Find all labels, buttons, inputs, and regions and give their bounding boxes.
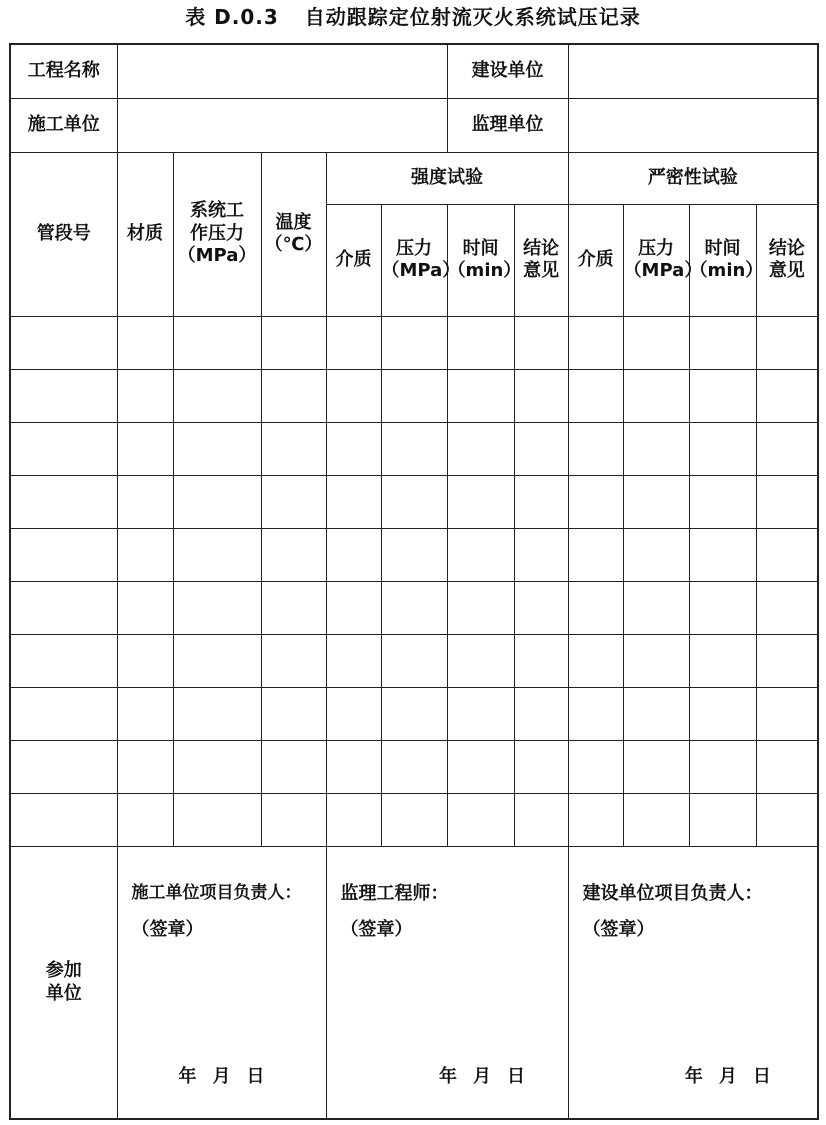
owner-date bbox=[569, 1066, 818, 1089]
month-label: 月 bbox=[718, 1065, 737, 1087]
table-cell[interactable] bbox=[10, 422, 117, 475]
tightness-conclusion-line1: 结论 bbox=[768, 237, 805, 259]
col-material: 材质 bbox=[117, 152, 173, 316]
col-temperature bbox=[261, 152, 326, 316]
table-cell[interactable] bbox=[326, 794, 381, 847]
table-cell[interactable] bbox=[173, 581, 261, 634]
strength-time-label: 时间 bbox=[462, 237, 499, 259]
table-cell[interactable] bbox=[447, 635, 514, 688]
tightness-time bbox=[689, 204, 764, 316]
table-cell[interactable] bbox=[568, 741, 623, 794]
month-label: 月 bbox=[212, 1065, 231, 1087]
table-row bbox=[10, 794, 818, 847]
table-cell[interactable] bbox=[756, 316, 818, 369]
supervision-unit-field[interactable] bbox=[568, 98, 818, 152]
table-cell[interactable] bbox=[514, 581, 568, 634]
table-number: 表 D.0.3 bbox=[185, 5, 279, 29]
page-title bbox=[0, 0, 826, 38]
pressure-test-record-table bbox=[9, 43, 819, 1120]
table-cell[interactable] bbox=[756, 475, 818, 528]
tightness-conclusion-line2: 意见 bbox=[768, 260, 805, 282]
table-cell[interactable] bbox=[447, 741, 514, 794]
builder-field[interactable] bbox=[117, 98, 447, 152]
table-cell[interactable] bbox=[173, 422, 261, 475]
table-cell[interactable] bbox=[10, 369, 117, 422]
table-cell[interactable] bbox=[173, 741, 261, 794]
table-cell[interactable] bbox=[514, 316, 568, 369]
strength-conclusion-line1: 结论 bbox=[523, 237, 560, 259]
table-cell[interactable] bbox=[514, 422, 568, 475]
builder-seal-label: （签章） bbox=[131, 919, 204, 941]
table-cell[interactable] bbox=[326, 581, 381, 634]
col-work-pressure-unit: （MPa） bbox=[177, 245, 257, 267]
table-cell[interactable] bbox=[261, 369, 326, 422]
table-cell[interactable] bbox=[623, 369, 689, 422]
table-cell[interactable] bbox=[756, 528, 818, 581]
table-cell[interactable] bbox=[381, 794, 447, 847]
table-cell[interactable] bbox=[173, 316, 261, 369]
table-cell[interactable] bbox=[326, 369, 381, 422]
table-cell[interactable] bbox=[326, 528, 381, 581]
month-label: 月 bbox=[473, 1065, 492, 1087]
table-cell[interactable] bbox=[117, 688, 173, 741]
table-cell[interactable] bbox=[117, 794, 173, 847]
table-cell[interactable] bbox=[381, 475, 447, 528]
strength-time bbox=[447, 204, 522, 316]
builder-lead-label: 施工单位项目负责人： bbox=[131, 883, 302, 904]
table-cell[interactable] bbox=[568, 369, 623, 422]
table-cell[interactable] bbox=[173, 369, 261, 422]
table-row bbox=[10, 581, 818, 634]
col-work-pressure-line1: 系统工 bbox=[190, 200, 244, 222]
table-cell[interactable] bbox=[173, 475, 261, 528]
table-cell[interactable] bbox=[623, 635, 689, 688]
supervisor-seal-label: （签章） bbox=[340, 919, 413, 941]
table-cell[interactable] bbox=[117, 316, 173, 369]
table-cell[interactable] bbox=[756, 635, 818, 688]
table-row bbox=[10, 635, 818, 688]
table-cell[interactable] bbox=[514, 528, 568, 581]
construction-unit-field[interactable] bbox=[568, 44, 818, 98]
table-cell[interactable] bbox=[756, 422, 818, 475]
table-cell[interactable] bbox=[623, 688, 689, 741]
table-cell[interactable] bbox=[10, 635, 117, 688]
table-cell[interactable] bbox=[689, 369, 756, 422]
table-cell[interactable] bbox=[117, 581, 173, 634]
table-row bbox=[10, 316, 818, 369]
tightness-medium: 介质 bbox=[568, 204, 623, 316]
supervisor-label: 监理工程师： bbox=[340, 883, 449, 905]
owner-seal-label: （签章） bbox=[582, 919, 655, 941]
strength-conclusion bbox=[514, 204, 568, 316]
strength-pressure-unit: （MPa） bbox=[381, 260, 461, 282]
strength-medium: 介质 bbox=[326, 204, 381, 316]
col-work-pressure-line2: 作压力 bbox=[190, 222, 244, 244]
year-label: 年 bbox=[684, 1065, 703, 1087]
table-cell[interactable] bbox=[10, 475, 117, 528]
supervisor-date bbox=[327, 1066, 568, 1089]
table-cell[interactable] bbox=[326, 422, 381, 475]
table-cell[interactable] bbox=[568, 422, 623, 475]
table-cell[interactable] bbox=[326, 316, 381, 369]
table-cell[interactable] bbox=[447, 316, 514, 369]
tightness-conclusion bbox=[756, 204, 818, 316]
table-cell[interactable] bbox=[117, 369, 173, 422]
tightness-time-unit: （min） bbox=[689, 260, 764, 282]
table-cell[interactable] bbox=[381, 369, 447, 422]
project-name-label: 工程名称 bbox=[10, 44, 117, 98]
supervision-unit-label: 监理单位 bbox=[447, 98, 568, 152]
strength-conclusion-line2: 意见 bbox=[523, 260, 560, 282]
supervisor-signature-block[interactable] bbox=[326, 847, 568, 1119]
table-title: 自动跟踪定位射流灭火系统试压记录 bbox=[304, 5, 641, 29]
table-cell[interactable] bbox=[261, 688, 326, 741]
table-row bbox=[10, 475, 818, 528]
table-cell[interactable] bbox=[381, 635, 447, 688]
table-cell[interactable] bbox=[326, 475, 381, 528]
table-cell[interactable] bbox=[623, 794, 689, 847]
strength-test-group: 强度试验 bbox=[326, 152, 568, 204]
tightness-pressure bbox=[623, 204, 703, 316]
col-work-pressure bbox=[173, 152, 261, 316]
table-cell[interactable] bbox=[117, 635, 173, 688]
strength-time-unit: （min） bbox=[447, 260, 522, 282]
tightness-test-group: 严密性试验 bbox=[568, 152, 818, 204]
table-cell[interactable] bbox=[689, 316, 756, 369]
table-cell[interactable] bbox=[514, 475, 568, 528]
table-cell[interactable] bbox=[117, 528, 173, 581]
builder-label: 施工单位 bbox=[10, 98, 117, 152]
table-cell[interactable] bbox=[10, 528, 117, 581]
table-row bbox=[10, 369, 818, 422]
table-cell[interactable] bbox=[381, 316, 447, 369]
table-cell[interactable] bbox=[689, 635, 756, 688]
table-cell[interactable] bbox=[568, 475, 623, 528]
table-cell[interactable] bbox=[756, 794, 818, 847]
table-cell[interactable] bbox=[381, 688, 447, 741]
table-row bbox=[10, 422, 818, 475]
col-temperature-unit: （℃） bbox=[264, 234, 323, 256]
day-label: 日 bbox=[752, 1065, 771, 1087]
table-cell[interactable] bbox=[623, 528, 689, 581]
table-cell[interactable] bbox=[10, 581, 117, 634]
builder-signature-block[interactable] bbox=[117, 847, 326, 1119]
table-cell[interactable] bbox=[514, 688, 568, 741]
table-cell[interactable] bbox=[261, 422, 326, 475]
table-cell[interactable] bbox=[447, 688, 514, 741]
table-row bbox=[10, 741, 818, 794]
table-cell[interactable] bbox=[10, 794, 117, 847]
table-cell[interactable] bbox=[10, 316, 117, 369]
tightness-time-label: 时间 bbox=[704, 237, 741, 259]
table-cell[interactable] bbox=[689, 741, 756, 794]
col-segment: 管段号 bbox=[10, 152, 117, 316]
table-cell[interactable] bbox=[514, 369, 568, 422]
table-cell[interactable] bbox=[623, 741, 689, 794]
table-cell[interactable] bbox=[623, 581, 689, 634]
table-cell[interactable] bbox=[623, 475, 689, 528]
table-cell[interactable] bbox=[447, 422, 514, 475]
table-cell[interactable] bbox=[623, 316, 689, 369]
table-cell[interactable] bbox=[261, 581, 326, 634]
table-cell[interactable] bbox=[689, 528, 756, 581]
table-cell[interactable] bbox=[623, 422, 689, 475]
table-cell[interactable] bbox=[514, 741, 568, 794]
table-cell[interactable] bbox=[173, 794, 261, 847]
table-cell[interactable] bbox=[447, 475, 514, 528]
table-cell[interactable] bbox=[173, 688, 261, 741]
table-cell[interactable] bbox=[447, 581, 514, 634]
table-cell[interactable] bbox=[326, 741, 381, 794]
table-cell[interactable] bbox=[756, 741, 818, 794]
table-cell[interactable] bbox=[514, 794, 568, 847]
table-row bbox=[10, 528, 818, 581]
table-cell[interactable] bbox=[261, 475, 326, 528]
table-cell[interactable] bbox=[568, 581, 623, 634]
table-cell[interactable] bbox=[689, 422, 756, 475]
table-cell[interactable] bbox=[381, 581, 447, 634]
owner-signature-block[interactable] bbox=[568, 847, 818, 1119]
table-cell[interactable] bbox=[173, 635, 261, 688]
table-cell[interactable] bbox=[10, 688, 117, 741]
year-label: 年 bbox=[178, 1065, 197, 1087]
table-cell[interactable] bbox=[689, 688, 756, 741]
table-cell[interactable] bbox=[261, 741, 326, 794]
owner-lead-label: 建设单位项目负责人： bbox=[582, 883, 763, 905]
table-cell[interactable] bbox=[173, 528, 261, 581]
tightness-pressure-label: 压力 bbox=[638, 237, 675, 259]
participants-label bbox=[10, 847, 117, 1119]
table-cell[interactable] bbox=[261, 794, 326, 847]
participants-label-line2: 单位 bbox=[45, 982, 82, 1004]
table-cell[interactable] bbox=[756, 581, 818, 634]
table-cell[interactable] bbox=[117, 741, 173, 794]
project-name-field[interactable] bbox=[117, 44, 447, 98]
table-cell[interactable] bbox=[381, 741, 447, 794]
table-cell[interactable] bbox=[117, 422, 173, 475]
tightness-pressure-unit: （MPa） bbox=[623, 260, 703, 282]
table-row bbox=[10, 688, 818, 741]
year-label: 年 bbox=[439, 1065, 458, 1087]
table-cell[interactable] bbox=[447, 794, 514, 847]
table-cell[interactable] bbox=[381, 528, 447, 581]
table-cell[interactable] bbox=[568, 688, 623, 741]
table-cell[interactable] bbox=[261, 316, 326, 369]
construction-unit-label: 建设单位 bbox=[447, 44, 568, 98]
day-label: 日 bbox=[507, 1065, 526, 1087]
table-cell[interactable] bbox=[514, 635, 568, 688]
table-cell[interactable] bbox=[689, 794, 756, 847]
table-cell[interactable] bbox=[568, 528, 623, 581]
table-cell[interactable] bbox=[447, 528, 514, 581]
table-cell[interactable] bbox=[689, 475, 756, 528]
table-cell[interactable] bbox=[10, 741, 117, 794]
table-cell[interactable] bbox=[261, 528, 326, 581]
participants-label-line1: 参加 bbox=[45, 960, 82, 982]
table-cell[interactable] bbox=[326, 688, 381, 741]
table-cell[interactable] bbox=[756, 369, 818, 422]
table-cell[interactable] bbox=[568, 635, 623, 688]
table-cell[interactable] bbox=[568, 316, 623, 369]
table-cell[interactable] bbox=[261, 635, 326, 688]
strength-pressure-label: 压力 bbox=[396, 237, 433, 259]
table-cell[interactable] bbox=[381, 422, 447, 475]
table-cell[interactable] bbox=[756, 688, 818, 741]
day-label: 日 bbox=[246, 1065, 265, 1087]
col-temperature-line1: 温度 bbox=[275, 211, 312, 233]
strength-pressure bbox=[381, 204, 461, 316]
table-cell[interactable] bbox=[117, 475, 173, 528]
table-cell[interactable] bbox=[568, 794, 623, 847]
table-cell[interactable] bbox=[689, 581, 756, 634]
builder-date bbox=[118, 1066, 326, 1089]
table-cell[interactable] bbox=[447, 369, 514, 422]
table-cell[interactable] bbox=[326, 635, 381, 688]
